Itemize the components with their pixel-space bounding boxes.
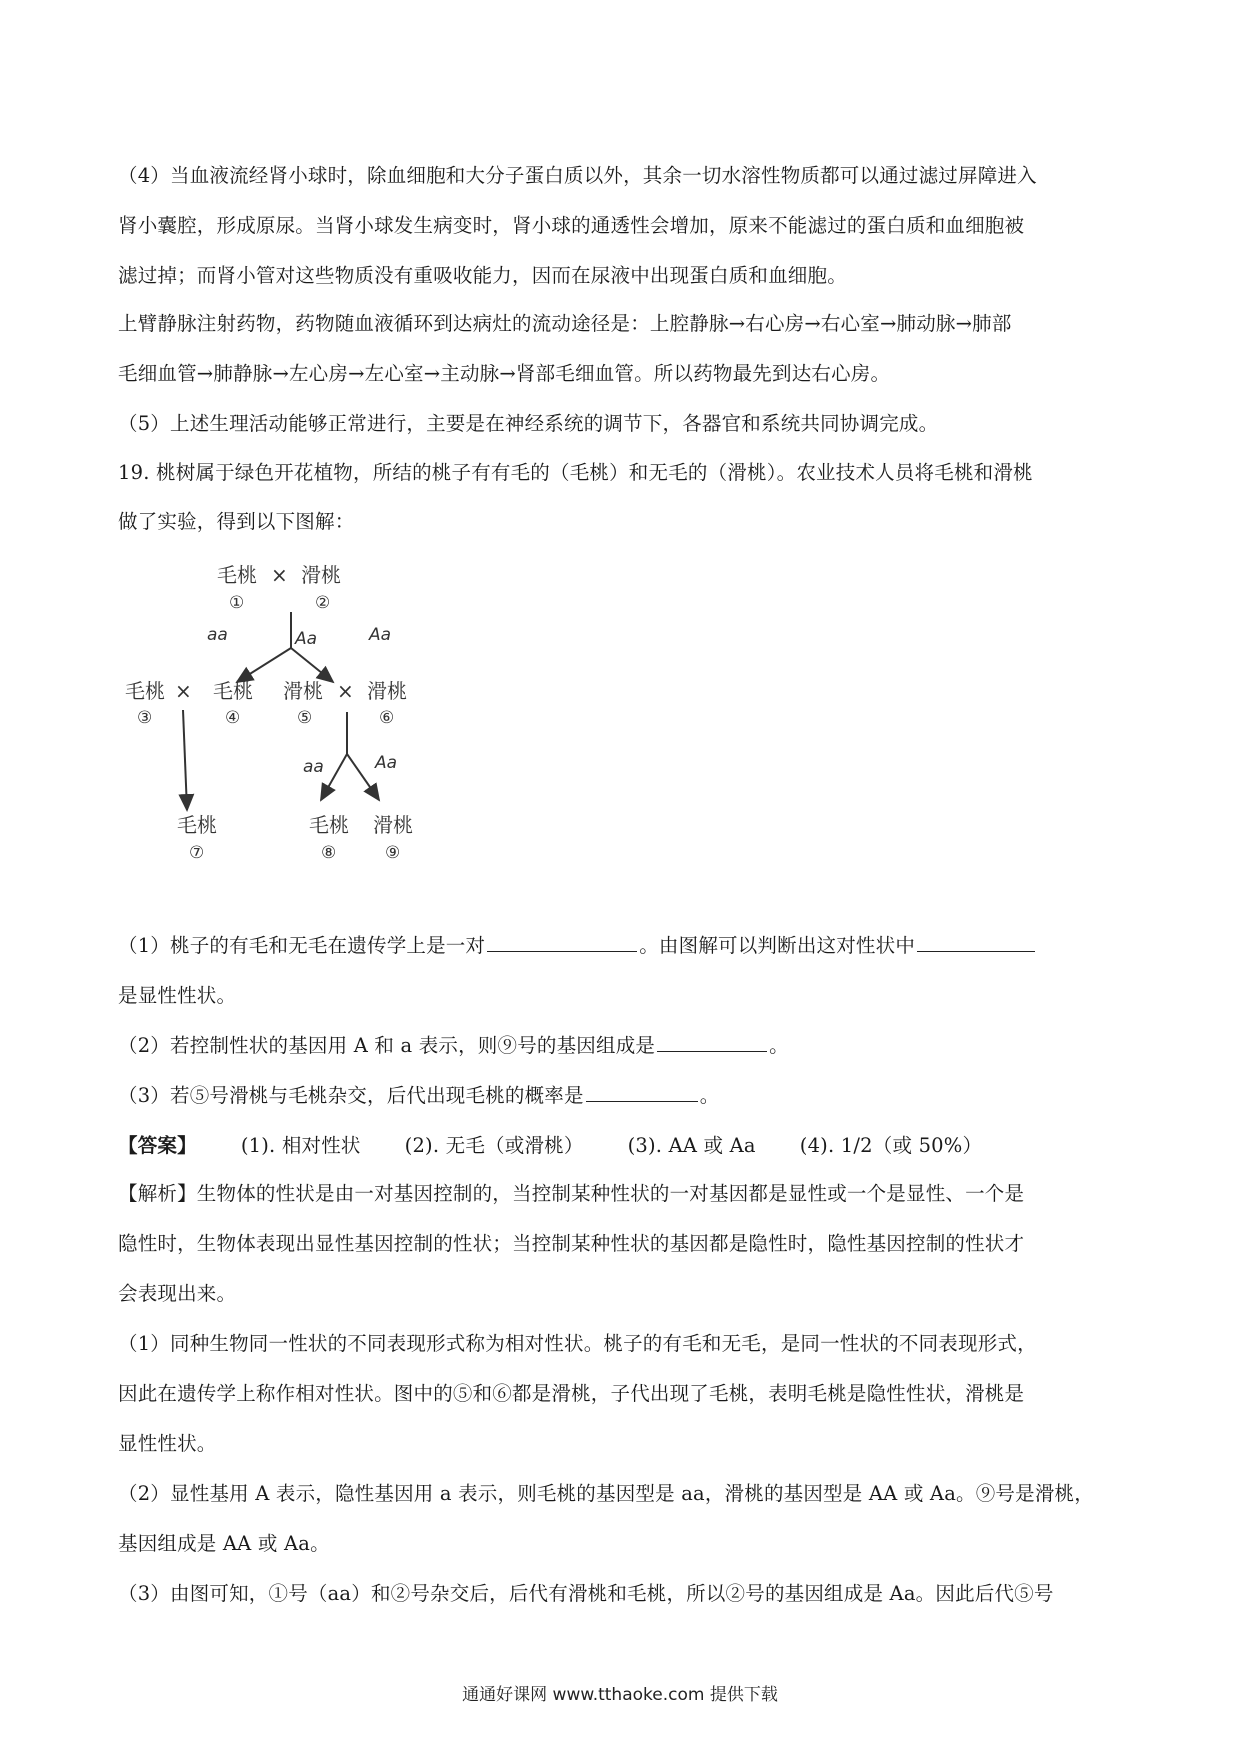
arrow-to-8 [321,754,347,800]
answer-item: (3). AA 或 Aa [627,1134,756,1157]
arrow-to-4 [237,648,291,682]
paragraph-line: （5）上述生理活动能够正常进行，主要是在神经系统的调节下，各器官和系统共同协调完成。 [118,412,939,435]
genetic-cross-diagram [125,560,485,875]
parent-2-label: 滑桃 [301,563,341,587]
arrow-to-5 [291,648,333,682]
analysis-line: 显性性状。 [118,1432,217,1455]
offspring-8-number: ⑧ [321,843,337,863]
arrow-to-7 [183,710,187,810]
cross-symbol: × [175,679,192,703]
answer-blank[interactable] [487,950,637,952]
answer-line [118,1130,982,1158]
question-19-stem: 19. 桃树属于绿色开花植物，所结的桃子有有毛的（毛桃）和无毛的（滑桃）。农业技术人员将毛桃和滑桃 [118,461,1033,484]
answer-blank[interactable] [657,1050,767,1052]
paragraph-line: （4）当血液流经肾小球时，除血细胞和大分子蛋白质以外，其余一切水溶性物质都可以通过滤过屏障进入 [118,164,1037,187]
offspring-3-label: 毛桃 [125,679,165,703]
offspring-5-label: 滑桃 [283,679,323,703]
question-1-cont: 是显性性状。 [118,984,237,1007]
genotype-label: aa [207,625,228,645]
genotype-label: Aa [375,753,398,773]
paragraph-line: 滤过掉；而肾小管对这些物质没有重吸收能力，因而在尿液中出现蛋白质和血细胞。 [118,264,847,287]
cross-symbol: × [271,563,288,587]
question-19-stem: 做了实验，得到以下图解： [118,510,355,533]
analysis-line: 基因组成是 AA 或 Aa。 [118,1532,330,1555]
page-footer: 通通好课网 www.tthaoke.com 提供下载 [462,1685,778,1705]
offspring-9-label: 滑桃 [373,813,413,837]
parent-6-number: ⑥ [379,708,395,728]
cross-symbol: × [337,679,354,703]
parent-6-label: 滑桃 [367,679,407,703]
answer-blank[interactable] [586,1100,698,1102]
question-3: （3）若⑤号滑桃与毛桃杂交，后代出现毛桃的概率是 。 [118,1084,720,1107]
parent-1-number: ① [229,593,245,613]
analysis-line: 【解析】生物体的性状是由一对基因控制的，当控制某种性状的一对基因都是显性或一个是显性、一个是 [118,1182,1025,1205]
offspring-9-number: ⑨ [385,843,401,863]
offspring-8-label: 毛桃 [309,813,349,837]
paragraph-line: 毛细血管→肺静脉→左心房→左心室→主动脉→肾部毛细血管。所以药物最先到达右心房。 [118,362,891,385]
analysis-line: 会表现出来。 [118,1282,237,1305]
question-2: （2）若控制性状的基因用 A 和 a 表示，则⑨号的基因组成是 。 [118,1034,789,1057]
question-1: （1）桃子的有毛和无毛在遗传学上是一对 。由图解可以判断出这对性状中 [118,930,1037,958]
genotype-label: Aa [369,625,392,645]
offspring-3-number: ③ [137,708,153,728]
offspring-4-number: ④ [225,708,241,728]
answer-label: 【答案】 [118,1134,197,1157]
answer-item: (4). 1/2（或 50%） [799,1134,983,1157]
answer-blank[interactable] [917,950,1035,952]
offspring-7-label: 毛桃 [177,813,217,837]
offspring-5-number: ⑤ [297,708,313,728]
paragraph-line: 肾小囊腔，形成原尿。当肾小球发生病变时，肾小球的通透性会增加，原来不能滤过的蛋白质和血细胞被 [118,214,1025,237]
offspring-4-label: 毛桃 [213,679,253,703]
genotype-label: aa [303,757,324,777]
analysis-line: 因此在遗传学上称作相对性状。图中的⑤和⑥都是滑桃，子代出现了毛桃，表明毛桃是隐性性状，滑桃是 [118,1382,1025,1405]
genotype-label: Aa [295,629,318,649]
analysis-line: （3）由图可知，①号（aa）和②号杂交后，后代有滑桃和毛桃，所以②号的基因组成是 Aa。因此后代⑤号 [118,1582,1054,1605]
analysis-line: （1）同种生物同一性状的不同表现形式称为相对性状。桃子的有毛和无毛，是同一性状的不同表现形式， [118,1332,1037,1355]
parent-1-label: 毛桃 [217,563,257,587]
parent-2-number: ② [315,593,331,613]
paragraph-line: 上臂静脉注射药物，药物随血液循环到达病灶的流动途径是：上腔静脉→右心房→右心室→肺动脉→肺部 [118,312,1012,335]
answer-item: (2). 无毛（或滑桃） [404,1134,584,1157]
offspring-7-number: ⑦ [189,843,205,863]
analysis-line: 隐性时，生物体表现出显性基因控制的性状；当控制某种性状的基因都是隐性时，隐性基因控制的性状才 [118,1232,1025,1255]
answer-item: (1). 相对性状 [240,1134,361,1157]
analysis-line: （2）显性基用 A 表示，隐性基因用 a 表示，则毛桃的基因型是 aa，滑桃的基因型是 AA 或 Aa。⑨号是滑桃， [118,1482,1094,1505]
